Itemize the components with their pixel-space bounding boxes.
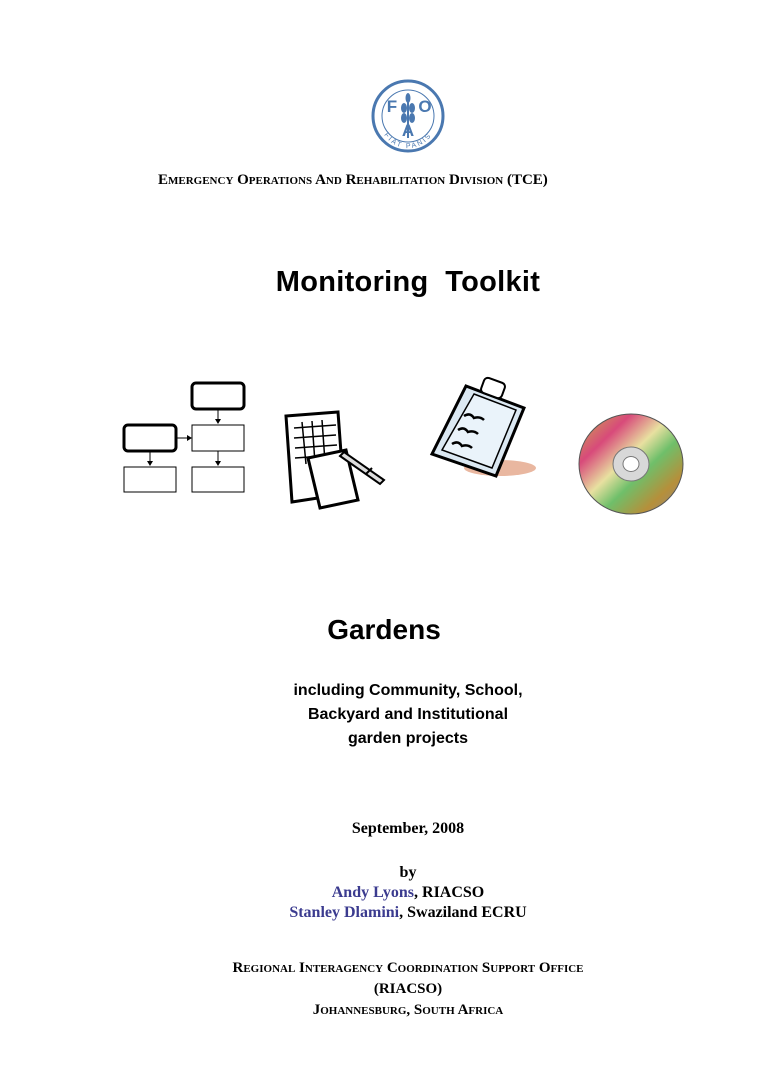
cd-disc-icon [578, 412, 686, 516]
logo-letter-a: A [401, 121, 415, 140]
author-org: , RIACSO [414, 884, 485, 901]
subtitle-line-1: including Community, School, [293, 682, 523, 699]
calendar-notepad-icon [280, 408, 390, 512]
flowchart-icon [120, 378, 250, 496]
author-name: Andy Lyons [331, 884, 415, 901]
subtitle-line-2: Backyard and Institutional [307, 706, 509, 723]
clipboard-icon [426, 376, 538, 480]
office-location: Johannesburg, South Africa [312, 1002, 504, 1018]
office-name: Regional Interagency Coordination Support Office [232, 960, 584, 976]
publication-date: September, 2008 [351, 820, 465, 837]
by-label: by [399, 864, 417, 881]
logo-motto: FIAT PANIS [382, 131, 434, 151]
office-acronym: (RIACSO) [373, 981, 443, 997]
page-title: Monitoring Toolkit [275, 266, 541, 298]
subject-title: Gardens [327, 614, 441, 645]
subtitle-line-3: garden projects [347, 730, 469, 747]
author-line-1 [158, 882, 658, 903]
author-name: Stanley Dlamini [289, 904, 400, 921]
author-line-2 [158, 902, 658, 923]
author-org: , Swaziland ECRU [399, 904, 527, 921]
logo-letter-f: F [386, 97, 398, 116]
fao-logo [370, 78, 446, 154]
logo-letter-o: O [418, 97, 432, 116]
division-heading: Emergency Operations And Rehabilitation Division (TCE) [158, 172, 548, 188]
